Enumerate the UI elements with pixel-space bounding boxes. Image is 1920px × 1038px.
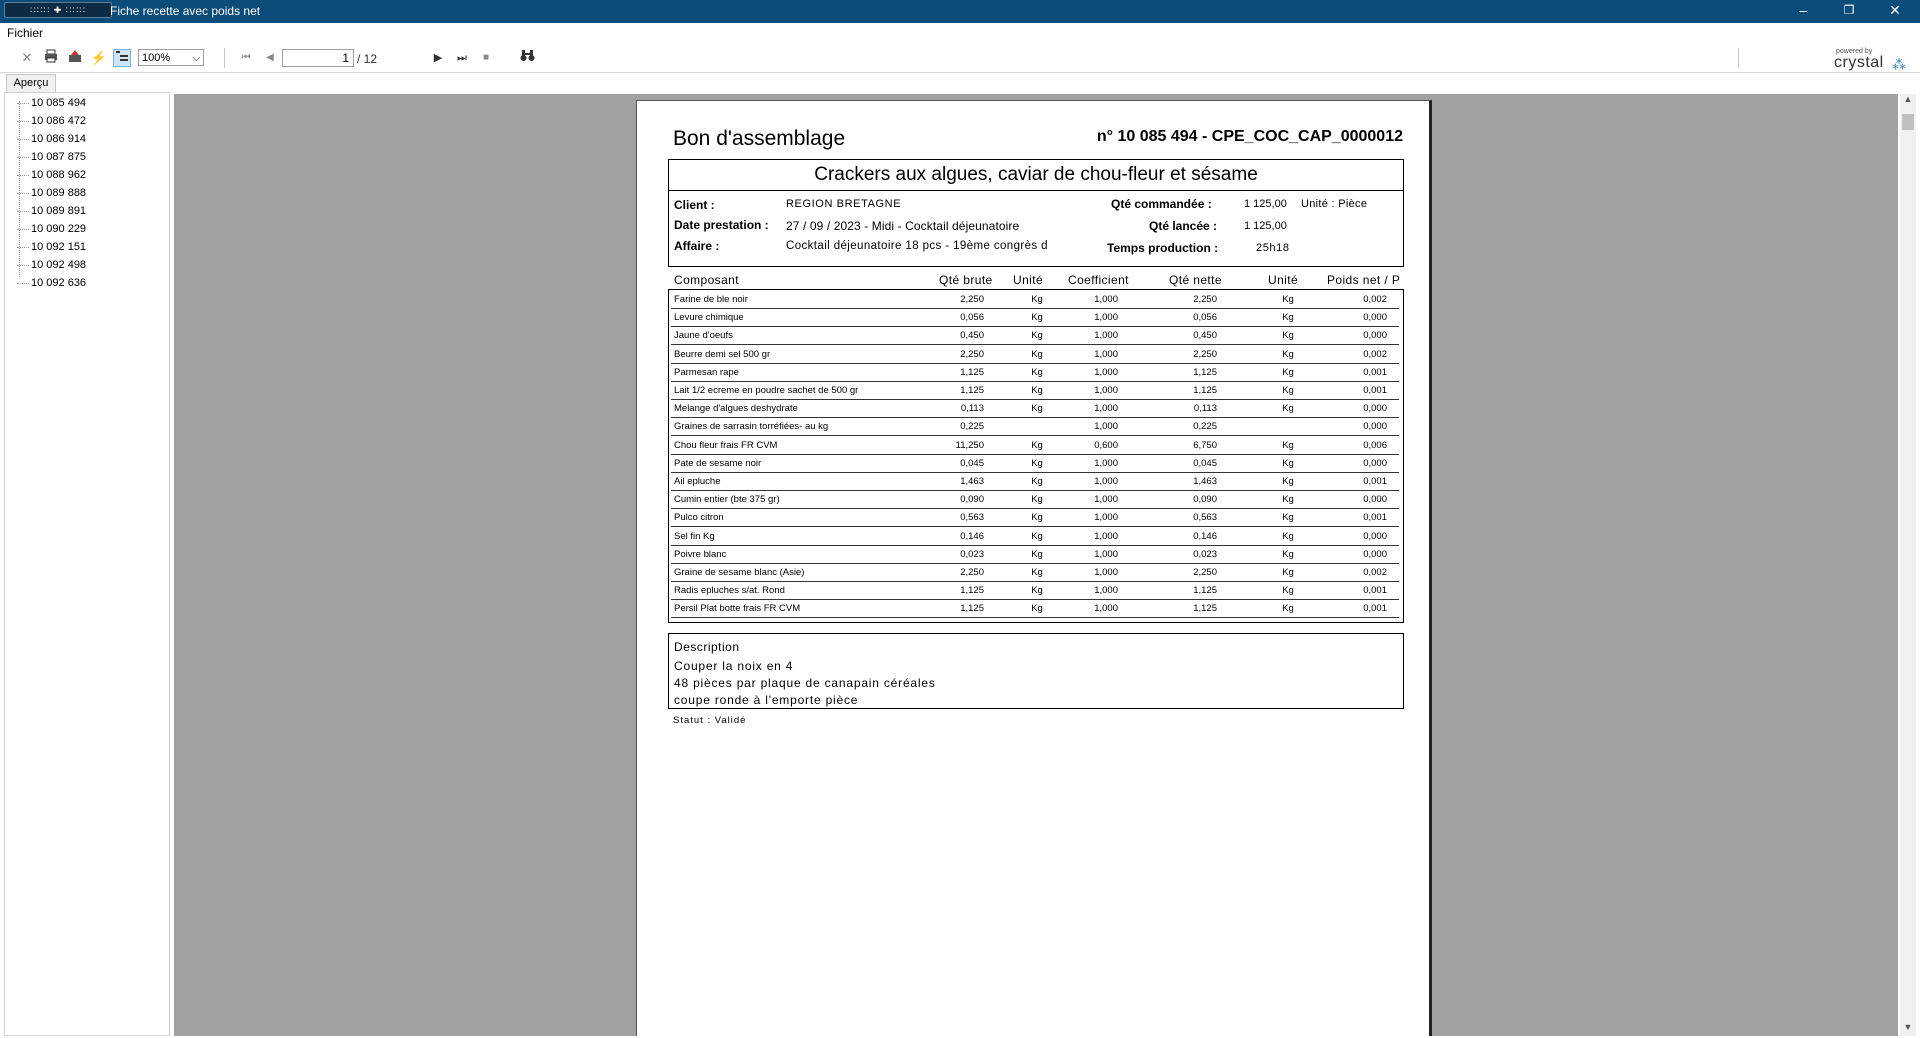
table-cell: Lait 1/2 ecreme en poudre sachet de 500 gr <box>674 385 859 396</box>
tree-item[interactable]: 10 089 891 <box>17 205 86 217</box>
table-cell: 0,000 <box>1363 312 1387 324</box>
recipe-name: Crackers aux algues, caviar de chou-fleur et sésame <box>669 160 1403 191</box>
table-cell: Kg <box>1282 312 1294 324</box>
table-cell: 0,000 <box>1363 421 1387 433</box>
column-header: Poids net / P <box>1327 273 1401 287</box>
table-cell: 1,125 <box>1193 385 1217 396</box>
table-cell: Kg <box>1031 330 1043 342</box>
table-cell: 1,125 <box>960 603 984 615</box>
table-cell: 0,113 <box>1193 403 1217 415</box>
table-cell: Farine de ble noir <box>674 294 748 305</box>
tree-item[interactable]: 10 089 888 <box>17 187 86 199</box>
qte-commandee-value: 1 125,00 <box>1244 198 1287 210</box>
table-row <box>669 509 1403 527</box>
qte-commandee-label: Qté commandée : <box>1111 197 1212 211</box>
table-cell: 1,125 <box>960 385 984 396</box>
table-cell: 1,463 <box>960 476 984 487</box>
table-cell: 0,090 <box>960 494 984 506</box>
table-cell: Kg <box>1282 348 1294 360</box>
chevron-down-icon: ⌵ <box>192 53 200 64</box>
tree-item[interactable]: 10 092 636 <box>17 277 86 289</box>
table-cell: Kg <box>1282 385 1294 396</box>
crystal-logo <box>1816 48 1912 72</box>
table-cell: Kg <box>1282 530 1294 542</box>
table-cell: Kg <box>1031 476 1043 487</box>
scroll-thumb[interactable] <box>1902 114 1914 130</box>
table-cell: 2,250 <box>1193 567 1217 578</box>
toolbar-separator <box>224 48 225 68</box>
table-cell: Jaune d'oeufs <box>674 330 733 342</box>
table-row <box>669 364 1403 382</box>
group-tree-panel <box>4 92 170 1036</box>
table-cell: 1,000 <box>1094 476 1118 487</box>
table-row <box>669 582 1403 600</box>
previous-page-icon[interactable]: ◀ <box>266 52 274 63</box>
table-cell: Kg <box>1031 312 1043 324</box>
table-cell: 0,002 <box>1363 348 1387 360</box>
qte-lancee-label: Qté lancée : <box>1149 219 1218 233</box>
table-cell: 1,000 <box>1094 294 1118 305</box>
table-cell: 0,000 <box>1363 548 1387 560</box>
table-cell: Melange d'algues deshydrate <box>674 403 798 415</box>
table-cell: 0,146 <box>960 530 984 542</box>
tree-item[interactable]: 10 087 875 <box>17 151 86 163</box>
table-cell: 1,463 <box>1193 476 1217 487</box>
table-cell: 1,125 <box>960 585 984 597</box>
date-label: Date prestation : <box>674 218 769 232</box>
table-cell: Kg <box>1282 330 1294 342</box>
table-cell: Kg <box>1031 348 1043 360</box>
unite-value: Unité : Pièce <box>1301 198 1368 210</box>
report-viewer[interactable] <box>174 94 1898 1036</box>
table-cell: 0,001 <box>1363 385 1387 396</box>
table-cell: 0,000 <box>1363 530 1387 542</box>
table-cell: 0,045 <box>960 457 984 469</box>
client-value: REGION BRETAGNE <box>786 198 902 210</box>
table-cell: Pulco citron <box>674 512 724 524</box>
table-cell: 1,000 <box>1094 457 1118 469</box>
title-bar <box>0 0 1920 23</box>
table-cell: Kg <box>1031 530 1043 542</box>
find-binoculars-icon[interactable] <box>518 49 536 67</box>
table-cell: 1,000 <box>1094 330 1118 342</box>
table-cell: 0,450 <box>1193 330 1217 342</box>
column-header: Composant <box>674 273 739 287</box>
table-cell: 2,250 <box>960 294 984 305</box>
menu-fichier[interactable]: Fichier <box>7 26 44 40</box>
column-header: Unité <box>1013 273 1044 287</box>
table-cell: Kg <box>1282 476 1294 487</box>
table-cell: 0,001 <box>1363 603 1387 615</box>
table-cell: 2,250 <box>960 348 984 360</box>
table-cell: 1,000 <box>1094 385 1118 396</box>
close-window-button[interactable]: ✕ <box>1889 2 1901 18</box>
table-row <box>669 491 1403 509</box>
brand-name: crystal <box>1834 54 1884 71</box>
table-cell: 1,000 <box>1094 348 1118 360</box>
table-row <box>669 346 1403 364</box>
column-header: Qté brute <box>939 273 993 287</box>
toolbar <box>0 44 1920 73</box>
group-tree-toggle-icon[interactable] <box>113 49 131 67</box>
export-icon[interactable] <box>66 49 84 67</box>
table-row <box>669 437 1403 455</box>
table-cell: Cumin entier (bte 375 gr) <box>674 494 780 506</box>
table-row <box>669 564 1403 582</box>
table-cell: Kg <box>1031 512 1043 524</box>
table-row <box>669 400 1403 418</box>
date-value: 27 / 09 / 2023 - Midi - Cocktail déjeunatoire <box>786 219 1020 233</box>
table-cell: 2,250 <box>1193 348 1217 360</box>
table-cell: Beurre demi sel 500 gr <box>674 348 771 360</box>
table-row <box>669 528 1403 546</box>
table-cell: Kg <box>1282 585 1294 597</box>
table-cell: Levure chimique <box>674 312 744 324</box>
table-cell: 2,250 <box>1193 294 1217 305</box>
menu-bar <box>0 23 1920 43</box>
table-cell: Kg <box>1031 567 1043 578</box>
tree-item[interactable]: 10 090 229 <box>17 223 86 235</box>
description-line: 48 pièces par plaque de canapain céréales <box>674 676 936 690</box>
tree-item[interactable]: 10 086 472 <box>17 115 86 127</box>
table-row <box>669 309 1403 327</box>
table-cell: 0,563 <box>960 512 984 524</box>
table-cell: 1,000 <box>1094 585 1118 597</box>
scroll-down-icon[interactable]: ▼ <box>1903 1022 1913 1032</box>
components-table <box>668 289 1404 623</box>
table-cell: 0,006 <box>1363 439 1387 451</box>
table-cell: Kg <box>1282 457 1294 469</box>
table-cell: 1,125 <box>1193 585 1217 597</box>
description-title: Description <box>674 640 740 654</box>
brand-powered-by: powered by <box>1836 48 1873 55</box>
temps-production-label: Temps production : <box>1107 241 1219 255</box>
column-header: Unité <box>1268 273 1299 287</box>
crystal-dots-icon: ⁂ <box>1892 56 1906 72</box>
restore-button[interactable]: ❐ <box>1843 3 1855 17</box>
table-cell: 1,000 <box>1094 567 1118 578</box>
print-icon[interactable] <box>42 49 60 67</box>
table-cell: 1,000 <box>1094 512 1118 524</box>
affaire-label: Affaire : <box>674 239 720 253</box>
table-row <box>669 382 1403 400</box>
minimize-button[interactable]: – <box>1799 2 1807 18</box>
refresh-lightning-icon[interactable]: ⚡ <box>90 50 108 65</box>
table-cell: 0,002 <box>1363 294 1387 305</box>
table-cell: 0,056 <box>960 312 984 324</box>
table-cell: Kg <box>1031 457 1043 469</box>
table-row <box>669 455 1403 473</box>
last-page-icon[interactable]: ⏭ <box>457 52 467 64</box>
table-cell: Kg <box>1282 567 1294 578</box>
close-report-icon[interactable]: ✕ <box>21 50 33 65</box>
table-cell: 1,125 <box>1193 603 1217 615</box>
table-cell: 0,600 <box>1094 439 1118 451</box>
table-cell: Kg <box>1282 603 1294 615</box>
first-page-icon[interactable]: ⏮ <box>241 52 251 63</box>
table-cell: 0,001 <box>1363 366 1387 378</box>
table-cell: 0,023 <box>1193 548 1217 560</box>
zoom-select[interactable] <box>138 49 204 66</box>
table-row <box>669 473 1403 491</box>
table-cell: 0,000 <box>1363 330 1387 342</box>
report-page <box>636 100 1432 1036</box>
table-cell: Kg <box>1282 548 1294 560</box>
vertical-scrollbar[interactable] <box>1900 94 1916 1036</box>
table-cell: 0,225 <box>1193 421 1217 433</box>
table-cell: Radis epluches s/at. Rond <box>674 585 785 597</box>
client-label: Client : <box>674 198 715 212</box>
table-cell: Sel fin Kg <box>674 530 715 542</box>
description-box <box>668 633 1404 709</box>
table-cell: 6,750 <box>1193 439 1217 451</box>
stop-icon[interactable]: ■ <box>482 52 490 63</box>
table-row <box>669 327 1403 345</box>
table-cell: 0,146 <box>1193 530 1217 542</box>
table-cell: 2,250 <box>960 567 984 578</box>
qte-lancee-value: 1 125,00 <box>1244 220 1287 232</box>
table-cell: Kg <box>1031 603 1043 615</box>
table-cell: Kg <box>1282 294 1294 305</box>
column-header: Coefficient <box>1068 273 1129 287</box>
table-cell: 0,001 <box>1363 476 1387 487</box>
table-cell: Pate de sesame noir <box>674 457 762 469</box>
table-cell: Ail epluche <box>674 476 721 487</box>
table-cell: 0,000 <box>1363 403 1387 415</box>
table-cell: 0,225 <box>960 421 984 433</box>
table-cell: Chou fleur frais FR CVM <box>674 439 778 451</box>
table-cell: 0,001 <box>1363 585 1387 597</box>
tab-apercu[interactable]: Aperçu <box>6 74 56 92</box>
table-row <box>669 418 1403 436</box>
table-cell: Kg <box>1031 548 1043 560</box>
tree-item[interactable]: 10 085 494 <box>17 97 86 109</box>
table-cell: 1,000 <box>1094 312 1118 324</box>
report-title: Bon d'assemblage <box>673 127 846 150</box>
table-cell: 1,000 <box>1094 494 1118 506</box>
row-divider <box>671 617 1399 618</box>
scroll-up-icon[interactable]: ▲ <box>1903 94 1913 104</box>
table-cell: Graine de sesame blanc (Asie) <box>674 567 805 578</box>
temps-production-value: 25h18 <box>1256 242 1290 254</box>
table-cell: 0,113 <box>960 403 984 415</box>
table-cell: Kg <box>1031 585 1043 597</box>
table-cell: 0,001 <box>1363 512 1387 524</box>
next-page-icon[interactable]: ▶ <box>433 52 443 64</box>
table-row <box>669 600 1403 618</box>
table-cell: Kg <box>1031 403 1043 415</box>
table-cell: Kg <box>1282 512 1294 524</box>
table-cell: 0,045 <box>1193 457 1217 469</box>
table-cell: Kg <box>1282 366 1294 378</box>
table-cell: Parmesan rape <box>674 366 739 378</box>
table-cell: 1,000 <box>1094 530 1118 542</box>
header-box <box>668 159 1404 267</box>
table-cell: Kg <box>1031 439 1043 451</box>
table-cell: Kg <box>1031 366 1043 378</box>
window-title: Fiche recette avec poids net <box>110 4 261 18</box>
tree-item[interactable]: 10 086 914 <box>17 133 86 145</box>
tree-item[interactable]: 10 092 498 <box>17 259 86 271</box>
table-row <box>669 291 1403 309</box>
toolbar-separator <box>1738 48 1739 68</box>
table-cell: Kg <box>1031 385 1043 396</box>
table-cell: 0,023 <box>960 548 984 560</box>
description-line: coupe ronde à l'emporte pièce <box>674 693 859 707</box>
table-cell: 1,000 <box>1094 403 1118 415</box>
table-cell: 0,002 <box>1363 567 1387 578</box>
table-cell: 0,090 <box>1193 494 1217 506</box>
table-cell: 0,000 <box>1363 494 1387 506</box>
table-cell: 0,563 <box>1193 512 1217 524</box>
table-cell: 1,125 <box>960 366 984 378</box>
table-cell: Kg <box>1282 439 1294 451</box>
report-number: n° 10 085 494 - CPE_COC_CAP_0000012 <box>1096 128 1403 145</box>
table-cell: 0,450 <box>960 330 984 342</box>
table-cell: 1,000 <box>1094 421 1118 433</box>
affaire-value: Cocktail déjeunatoire 18 pcs - 19ème congrès d <box>786 240 1048 252</box>
table-cell: 1,000 <box>1094 548 1118 560</box>
table-cell: Kg <box>1031 494 1043 506</box>
table-cell: 0,056 <box>1193 312 1217 324</box>
column-header: Qté nette <box>1169 273 1222 287</box>
description-line: Couper la noix en 4 <box>674 659 794 673</box>
table-cell: 1,000 <box>1094 366 1118 378</box>
table-cell: Poivre blanc <box>674 548 727 560</box>
table-cell: 11,250 <box>955 439 984 451</box>
table-cell: Kg <box>1282 494 1294 506</box>
table-cell: Persil Plat botte frais FR CVM <box>674 603 801 615</box>
page-total: / 12 <box>357 52 378 66</box>
app-icon[interactable]: ∷∷∷ ✚ ∷∷∷ <box>4 2 112 18</box>
table-cell: Kg <box>1282 403 1294 415</box>
table-cell: 0,000 <box>1363 457 1387 469</box>
table-cell: Graines de sarrasin torréfiées- au kg <box>674 421 829 433</box>
zoom-value: 100% <box>142 52 171 64</box>
table-cell: 1,125 <box>1193 366 1217 378</box>
statut: Statut : Validé <box>673 715 747 726</box>
tree-item[interactable]: 10 092 151 <box>17 241 86 253</box>
tree-item[interactable]: 10 088 962 <box>17 169 86 181</box>
page-number-input[interactable]: 1 <box>282 49 354 67</box>
table-row <box>669 546 1403 564</box>
table-cell: Kg <box>1031 294 1043 305</box>
table-cell: 1,000 <box>1094 603 1118 615</box>
